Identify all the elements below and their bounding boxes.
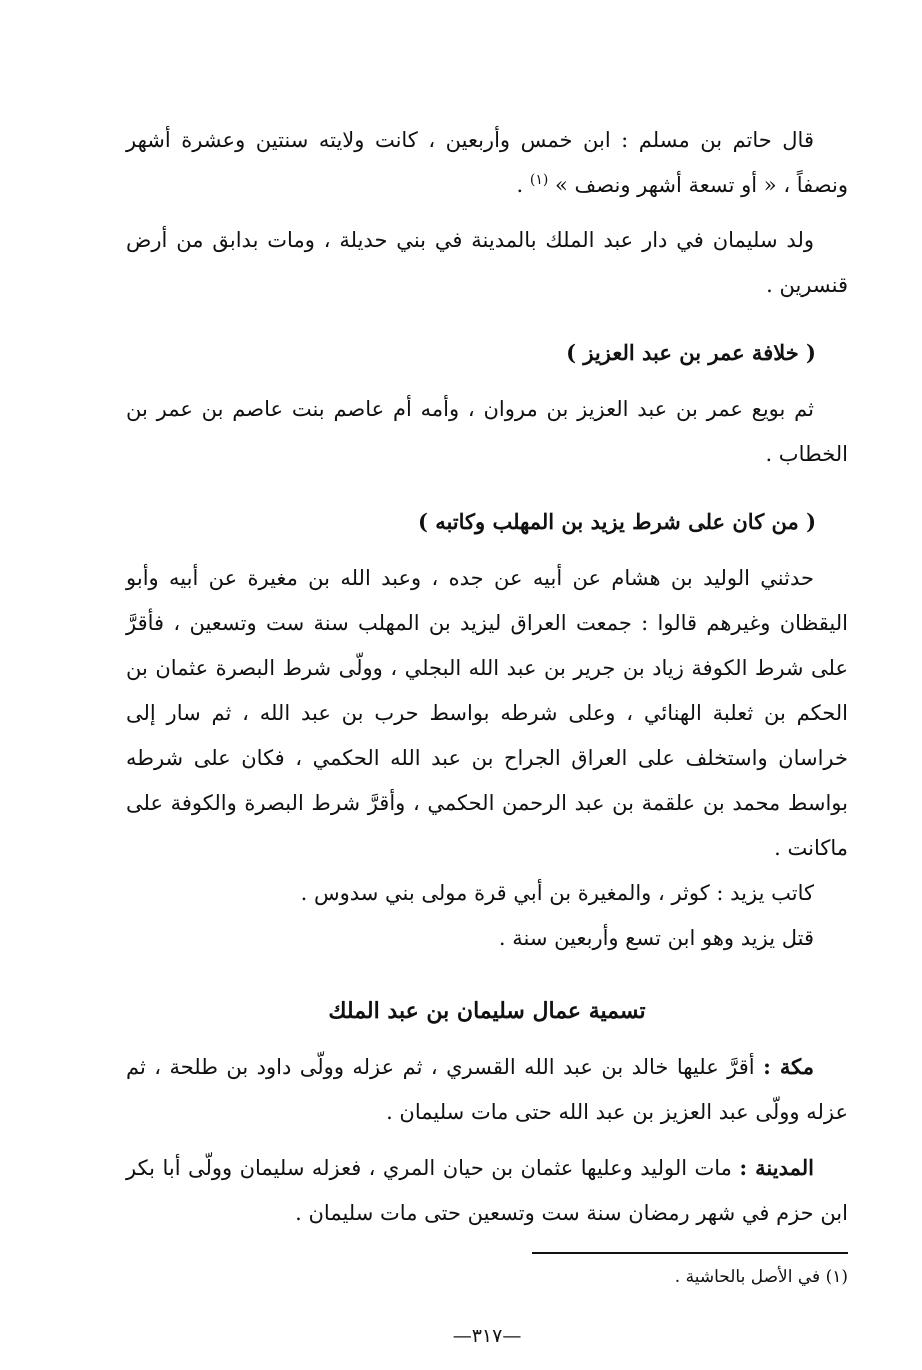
makkah-text: أقرَّ عليها خالد بن عبد الله القسري ، ثم عزله وولّى داود بن طلحة ، ثم عزله وولّى عبد العزيز بن عبد الله حتى مات سليمان . (126, 1055, 848, 1124)
madinah-text: مات الوليد وعليها عثمان بن حيان المري ، فعزله سليمان وولّى أبا بكر ابن حزم في شهر رمضان سنة ست وتسعين حتى مات سليمان . (126, 1156, 848, 1225)
paragraph-yazid-governors: حدثني الوليد بن هشام عن أبيه عن جده ، وعبد الله بن مغيرة عن أبيه وأبو اليقظان وغيرهم قالوا : جمعت العراق ليزيد بن المهلب سنة ست وتسعين ، فأقرَّ على شرط الكوفة زياد بن جرير بن عبد الله البجلي ، وولّى شرط البصرة عثمان بن الحكم بن ثعلبة الهنائي ، وعلى شرطه بواسط حرب بن عبد الله ، ثم سار إلى خراسان واستخلف على العراق الجراح بن عبد الله الحكمي ، فكان على شرطه بواسط محمد بن علقمة بن عبد الرحمن الحكمي ، وأقرَّ شرط البصرة والكوفة على ماكانت . (126, 566, 848, 860)
paragraph-birth-death: ولد سليمان في دار عبد الملك بالمدينة في بني حديلة ، ومات بدابق من أرض قنسرين . (126, 228, 848, 297)
footnote-reference: (١) (529, 172, 549, 188)
paragraph-makkah (126, 1044, 848, 1135)
paragraph-hatim (126, 118, 848, 208)
footnote-divider (532, 1252, 848, 1254)
makkah-label: مكة : (763, 1054, 815, 1079)
paragraph-hatim-text: قال حاتم بن مسلم : ابن خمس وأربعين ، كانت ولايته سنتين وعشرة أشهر ونصفاً ، « أو تسعة أشهر ونصف » (126, 128, 848, 197)
heading-caliphate-umar: ( خلافة عمر بن عبد العزيز ) (566, 340, 816, 365)
paragraph-hatim-end: . (516, 173, 530, 197)
heading-yazid-police: ( من كان على شرط يزيد بن المهلب وكاتبه ) (417, 509, 816, 534)
footnote: (١) في الأصل بالحاشية . (674, 1267, 848, 1287)
section-title-governors: تسمية عمال سليمان بن عبد الملك (328, 998, 646, 1024)
paragraph-yazid-scribe: كاتب يزيد : كوثر ، والمغيرة بن أبي قرة مولى بني سدوس . (300, 881, 814, 905)
book-page (126, 118, 848, 1359)
madinah-label: المدينة : (739, 1155, 814, 1180)
paragraph-yazid-death: قتل يزيد وهو ابن تسع وأربعين سنة . (498, 926, 814, 950)
page-number: —٣١٧— (452, 1325, 522, 1347)
paragraph-umar-pledge: ثم بويع عمر بن عبد العزيز بن مروان ، وأمه أم عاصم بنت عاصم بن عمر بن الخطاب . (126, 397, 848, 466)
paragraph-madinah (126, 1145, 848, 1236)
